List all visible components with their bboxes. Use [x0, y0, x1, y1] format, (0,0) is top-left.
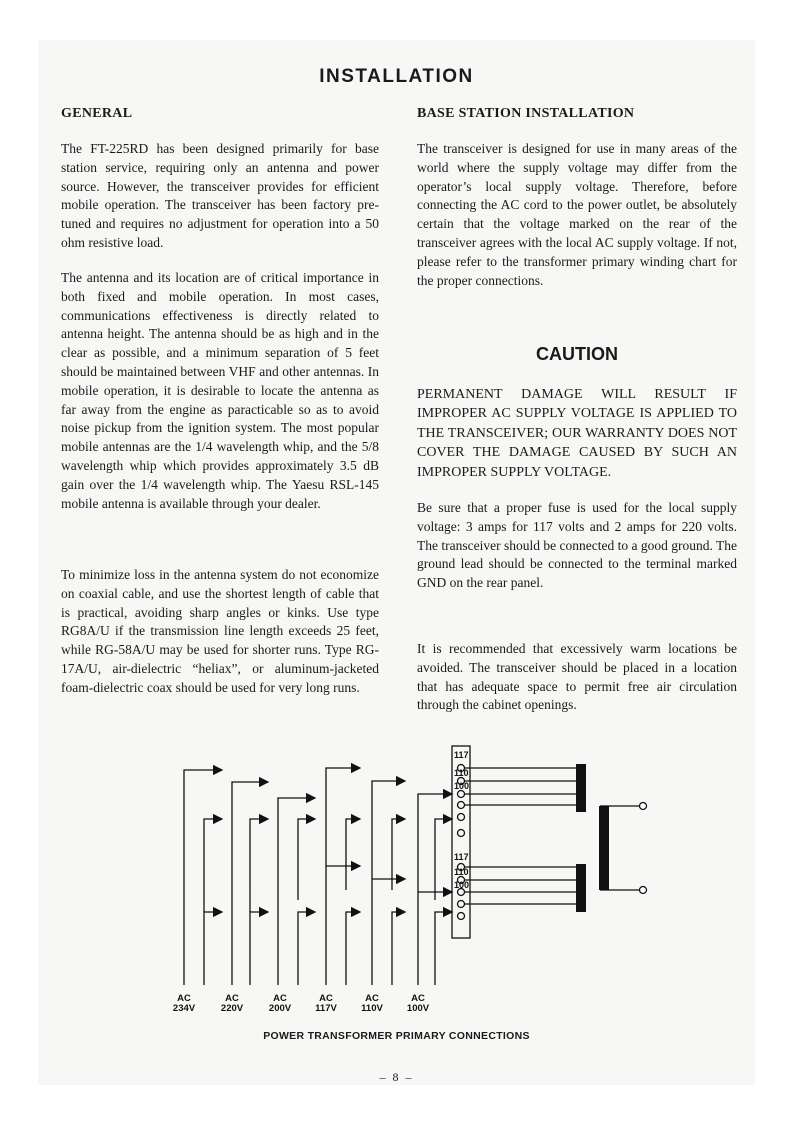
connection-ac-label: AC: [177, 993, 191, 1004]
tap-extra-1: [458, 814, 465, 821]
transformer-diagram: [160, 740, 660, 1030]
general-paragraph-3: To minimize loss in the antenna system do not economize on coaxial cable, and use the shortest length of cable that is practical, avoiding sharp angles or kinks. Use type RG8A/U if the transmission line length exceeds 25 feet, while RG-58A/U may be used for shorter runs. Type RG-17A/U, air-dielectric “heliax”, or aluminum-jacketed foam-dielectric coax should be used for very long runs.: [61, 567, 379, 695]
tap-0-upper: [458, 802, 465, 809]
primary-winding-upper: [576, 764, 586, 812]
fuse-paragraph: Be sure that a proper fuse is used for the local supply voltage: 3 amps for 117 volts and 2 amps for 220 volts. The transceiver should be connected to a good ground. The ground lead should be connected to the terminal marked GND on the rear panel.: [417, 500, 737, 591]
primary-winding-lower: [576, 864, 586, 912]
diagram-caption: POWER TRANSFORMER PRIMARY CONNECTIONS: [263, 1030, 530, 1042]
connection-ac-label: AC: [225, 993, 239, 1004]
tap-label: 117: [454, 852, 469, 862]
tap-100-upper: [458, 791, 465, 798]
page-title: INSTALLATION: [319, 66, 474, 87]
page-number: – 8 –: [379, 1070, 414, 1084]
general-paragraph-1: The FT-225RD has been designed primarily for base station service, requiring only an antenna and power source. However, the transceiver provides for efficient mobile operation. The transceiver has been factory pre-tuned and requires no adjustment for operation into a 50 ohm resistive load.: [61, 141, 379, 250]
tap-label: 100: [454, 880, 470, 890]
tap-0-lower: [458, 901, 465, 908]
connection-voltage-label: 234V: [172, 1003, 196, 1014]
tap-label: 110: [454, 867, 469, 877]
secondary-winding: [599, 806, 609, 890]
connection-ac-label: AC: [273, 993, 287, 1004]
connection-voltage-label: 117V: [315, 1003, 337, 1014]
caution-title: CAUTION: [536, 344, 618, 364]
ventilation-paragraph: It is recommended that excessively warm locations be avoided. The transceiver should be placed in a location that has adequate space to permit free air circulation through the cabinet openings.: [417, 641, 737, 713]
general-heading: GENERAL: [61, 106, 133, 121]
tap-label: 100: [454, 781, 470, 791]
connection-ac-label: AC: [319, 993, 333, 1004]
caution-text: PERMANENT DAMAGE WILL RESULT IF IMPROPER AC SUPPLY VOLTAGE IS APPLIED TO THE TRANSCEIVER; OUR WARRANTY DOES NOT COVER THE DAMAGE CAUSED BY SUCH AN IMPROPER SUPPLY VOLTAGE.: [417, 387, 737, 480]
base-station-paragraph: The transceiver is designed for use in many areas of the world where the supply voltage may differ from the operator’s local supply voltage. Therefore, before connecting the AC cord to the power outlet, be absolutely certain that the voltage marked on the rear of the transceiver agrees with the local AC supply voltage. If not, please refer to the transformer primary winding chart for the proper connections.: [417, 141, 737, 288]
base-station-heading: BASE STATION INSTALLATION: [417, 106, 635, 121]
tap-extra-3: [458, 913, 465, 920]
connection-voltage-label: 200V: [268, 1003, 292, 1014]
tap-label: 110: [454, 768, 469, 778]
connection-voltage-label: 110V: [361, 1003, 383, 1014]
connection-voltage-label: 100V: [406, 1003, 430, 1014]
general-paragraph-2: The antenna and its location are of critical importance in both fixed and mobile operation. In most cases, communications effectiveness is directly related to antenna height. The antenna should be as high and in the clear as possible, and a minimum separation of 5 feet should be maintained between VHF and other antennas. In mobile operation, it is desirable to locate the antenna as far away from the engine as paracticable so as to avoid noise pickup from the ignition system. The most popular mobile antennas are the 1/4 wavelength whip, and the 5/8 wavelength whip which provides approximately 3.5 dB gain over the 1/4 wavelength whip. The Yaesu RSL-145 mobile antenna is available through your dealer.: [61, 270, 379, 511]
tap-label: 117: [454, 750, 469, 760]
connection-voltage-label: 220V: [220, 1003, 244, 1014]
connection-ac-label: AC: [365, 993, 379, 1004]
connection-ac-label: AC: [411, 993, 425, 1004]
tap-extra-2: [458, 830, 465, 837]
